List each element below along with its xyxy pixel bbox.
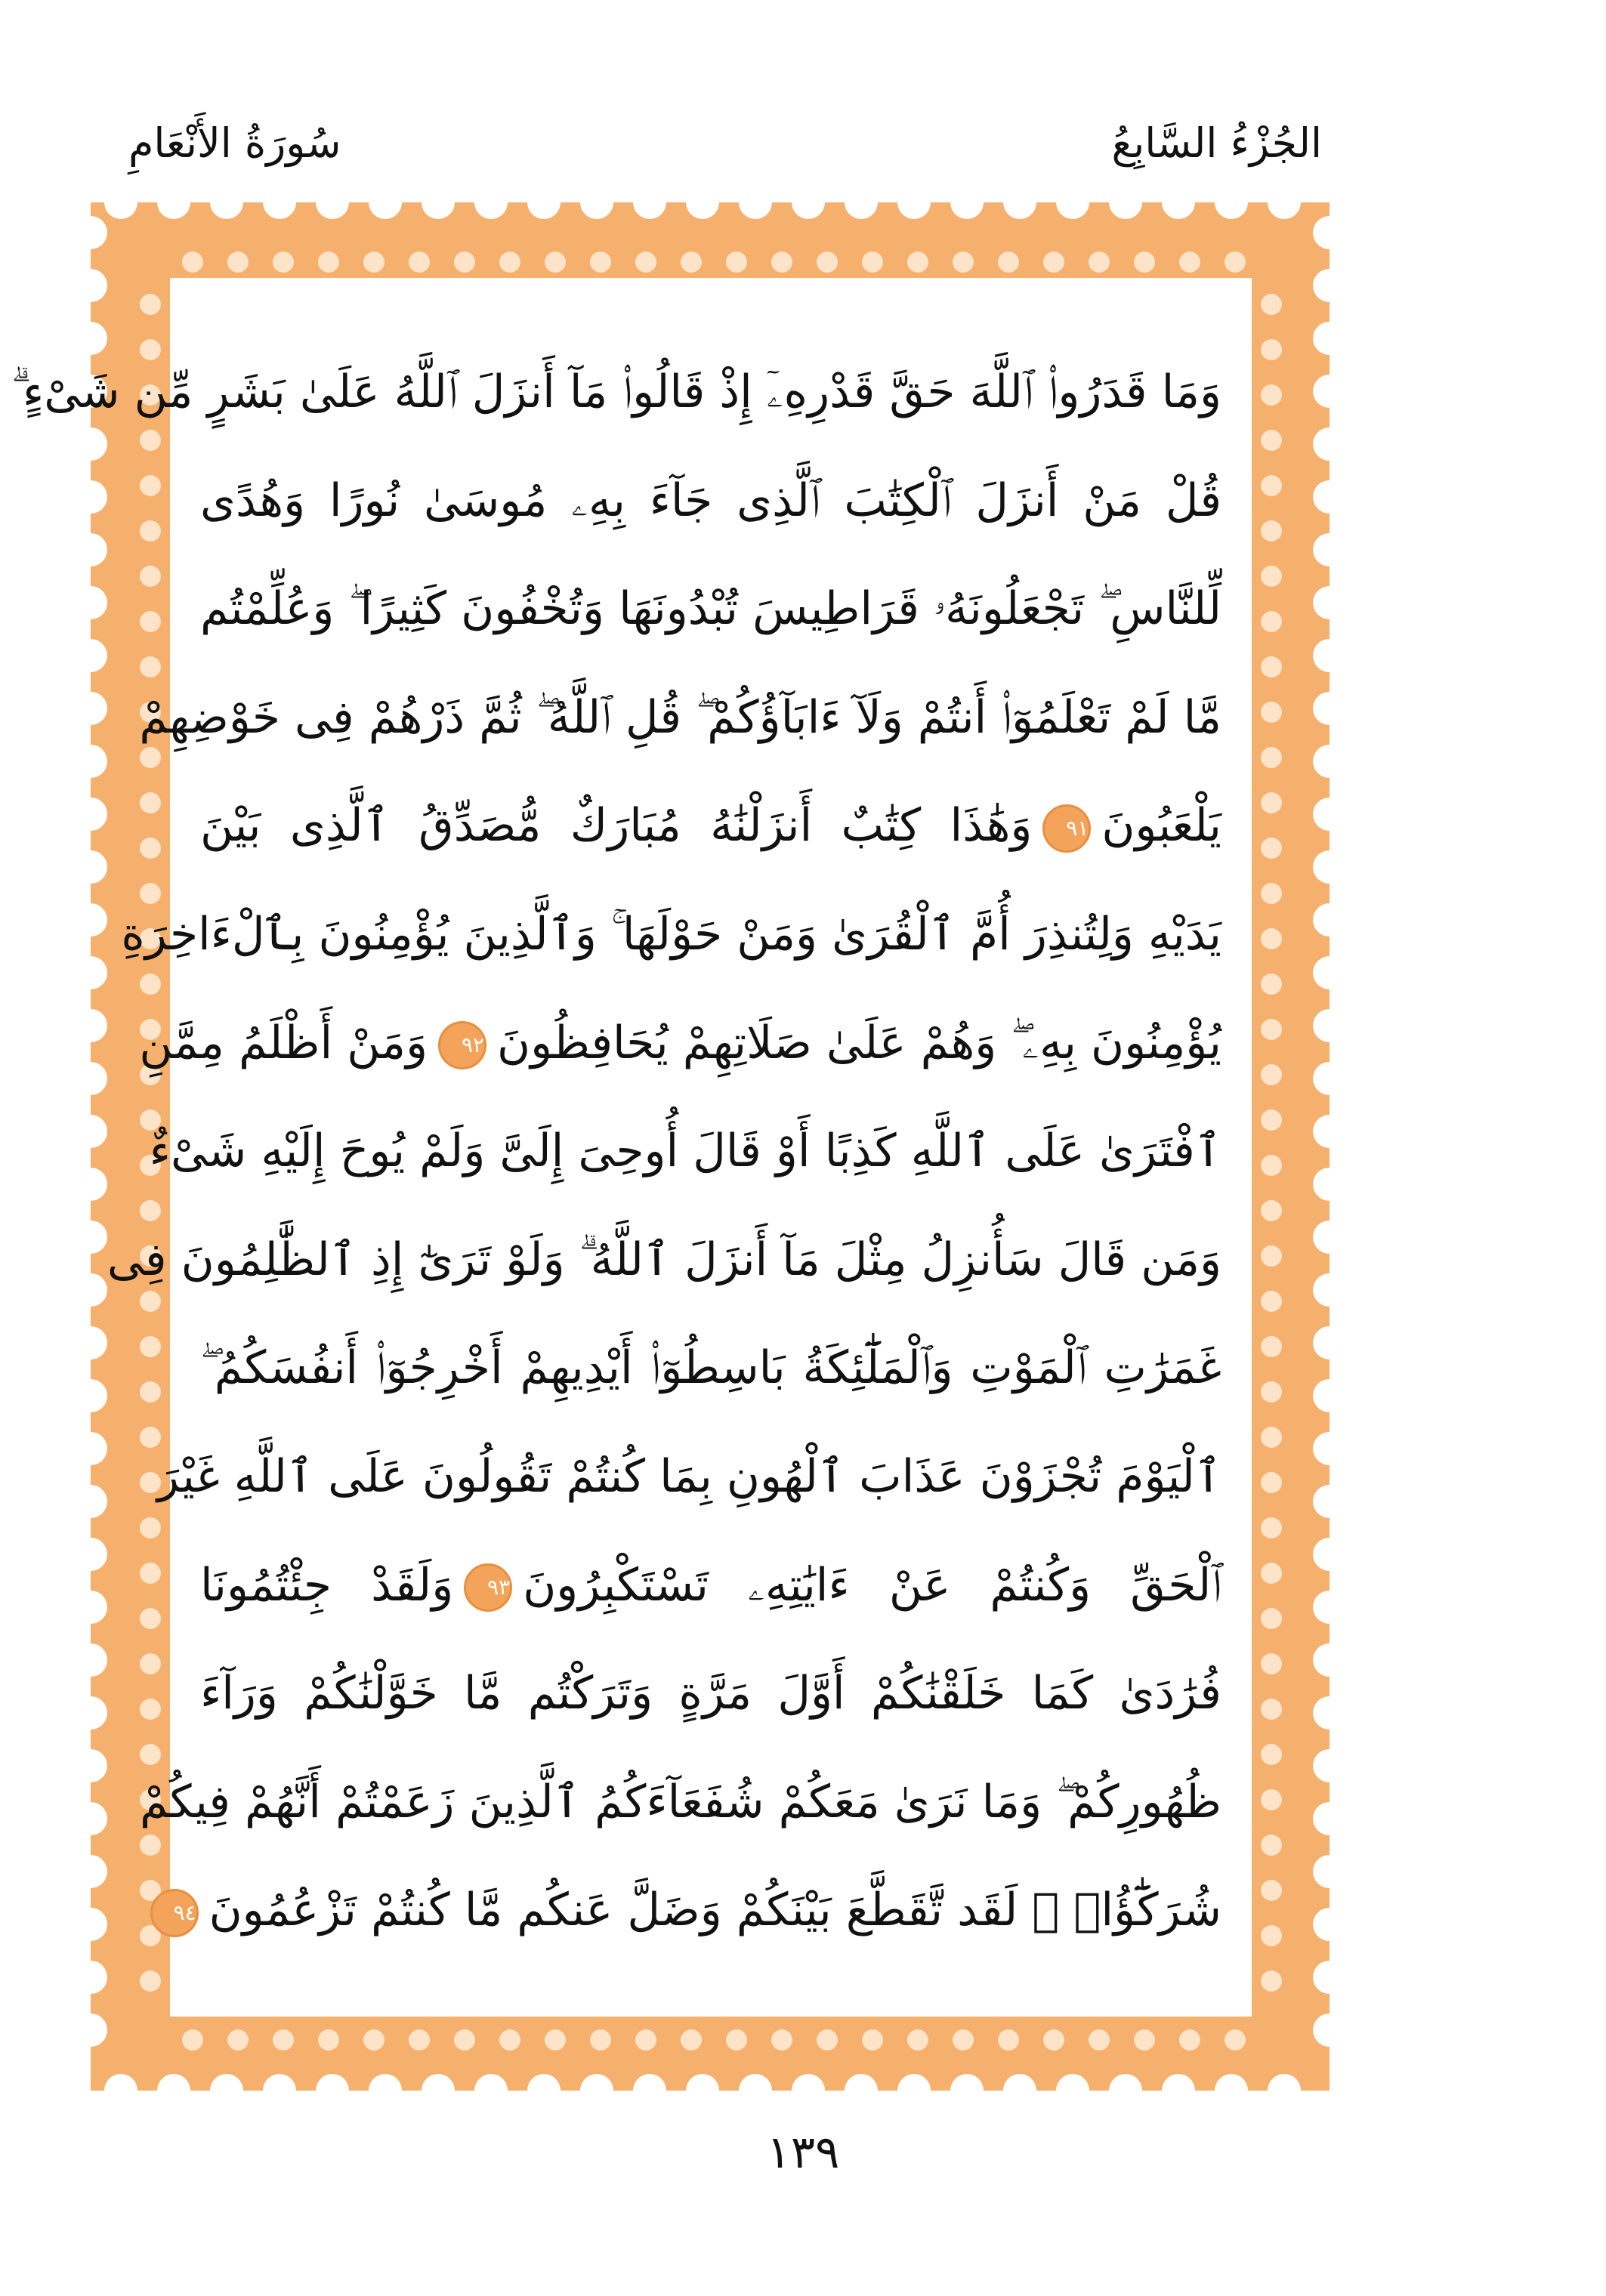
inner-lobe (499, 2029, 520, 2051)
scallop-notch (1313, 480, 1346, 514)
scallop-notch (74, 533, 107, 566)
scallop-notch (1003, 186, 1036, 219)
scallop-notch (792, 2074, 825, 2107)
inner-lobe (1261, 1427, 1282, 1448)
scallop-notch (739, 2074, 772, 2107)
scallop-notch (1109, 2074, 1142, 2107)
verse-line (200, 1532, 1221, 1640)
verse-text: يُؤْمِنُونَ بِهِۦ ۖ وَهُمْ عَلَىٰ صَلَاتِهِمْ يُحَافِظُونَ (497, 1016, 1221, 1069)
surah-title: سُورَةُ الأَنْعَامِ (128, 119, 341, 167)
scallop-notch (74, 1538, 107, 1571)
verse-line (200, 772, 1221, 881)
inner-lobe (998, 252, 1019, 273)
inner-lobe (1261, 1064, 1282, 1085)
inner-lobe (140, 1563, 161, 1584)
inner-lobe (1261, 611, 1282, 632)
scallop-notch (845, 2074, 878, 2107)
scallop-notch (74, 2014, 107, 2047)
scallop-notch (74, 692, 107, 725)
scallop-notch (369, 186, 402, 219)
scallop-notch (686, 2074, 719, 2107)
inner-lobe (1134, 252, 1155, 273)
verse-line: يَدَيْهِ وَلِتُنذِرَ أُمَّ ٱلْقُرَىٰ وَمَنْ حَوْلَهَا ۚ وَٱلَّذِينَ يُؤْمِنُونَ بِٱلْءَاخِرَةِ (121, 907, 1221, 961)
scallop-notch (74, 956, 107, 989)
scallop-notch (1313, 1538, 1346, 1571)
inner-lobe (363, 2029, 385, 2051)
scallop-notch (74, 269, 107, 302)
scallop-notch (1268, 186, 1301, 219)
scallop-notch (1313, 1696, 1346, 1730)
inner-lobe (140, 1970, 161, 1992)
inner-lobe (409, 252, 430, 273)
verse-line: ظُهُورِكُمْ ۖ وَمَا نَرَىٰ مَعَكُمْ شُفَعَآءَكُمُ ٱلَّذِينَ زَعَمْتُمْ أَنَّهُمْ فِيكُمْ (140, 1775, 1221, 1828)
inner-lobe (454, 2029, 475, 2051)
inner-lobe (1261, 792, 1282, 813)
inner-lobe (182, 2029, 203, 2051)
verse-text: وَهَٰذَا كِتَٰبٌ أَنزَلْنَٰهُ مُبَارَكٌ مُّصَدِّقُ ٱلَّذِى بَيْنَ (200, 799, 1033, 853)
ornamental-frame (11, 202, 1330, 2091)
inner-lobe (545, 252, 566, 273)
inner-lobe (140, 1653, 161, 1674)
scallop-notch (210, 2074, 243, 2107)
scallop-notch (74, 903, 107, 937)
scallop-notch (1313, 1009, 1346, 1042)
scallop-notch (1313, 2014, 1346, 2047)
inner-lobe (1261, 1336, 1282, 1357)
inner-lobe (273, 2029, 294, 2051)
scallop-notch (1313, 216, 1346, 249)
inner-lobe (1261, 1381, 1282, 1403)
scallop-notch (1313, 903, 1346, 937)
scallop-notch (1215, 2074, 1248, 2107)
inner-lobe (1261, 656, 1282, 677)
inner-lobe (771, 2029, 792, 2051)
inner-lobe (1261, 294, 1282, 315)
scallop-notch (74, 1168, 107, 1201)
inner-lobe (1261, 1653, 1282, 1674)
scallop-notch (104, 2074, 137, 2107)
scallop-notch (369, 2074, 402, 2107)
inner-lobe (1261, 1517, 1282, 1538)
inner-lobe (363, 252, 385, 273)
inner-lobe (182, 252, 203, 273)
scallop-notch (74, 480, 107, 514)
inner-lobe (227, 2029, 249, 2051)
inner-lobe (454, 252, 475, 273)
scallop-notch (1313, 1961, 1346, 1994)
inner-lobe (1261, 1472, 1282, 1493)
verse-line: قُلْ مَنْ أَنزَلَ ٱلْكِتَٰبَ ٱلَّذِى جَآءَ بِهِۦ مُوسَىٰ نُورًا وَهُدًى (200, 474, 1221, 527)
scallop-notch (474, 2074, 508, 2107)
scallop-notch (74, 1961, 107, 1994)
inner-lobe (1261, 702, 1282, 723)
scallop-notch (527, 2074, 561, 2107)
scallop-notch (792, 186, 825, 219)
verse-text: وَلَقَدْ جِئْتُمُونَا (200, 1558, 454, 1612)
inner-lobe (140, 1608, 161, 1629)
inner-lobe (862, 252, 883, 273)
scallop-notch (1162, 186, 1195, 219)
verse-line (139, 989, 1221, 1098)
inner-lobe (1261, 883, 1282, 904)
scallop-notch (633, 186, 666, 219)
verse-line: وَمَا قَدَرُوا۟ ٱللَّهَ حَقَّ قَدْرِهِۦٓ إِذْ قَالُوا۟ مَآ أَنزَلَ ٱللَّهُ عَلَىٰ بَشَرٍ مِّن شَىْءٍ ۗ (11, 366, 1221, 418)
scallop-notch (1313, 1326, 1346, 1359)
inner-lobe (140, 294, 161, 315)
scallop-notch (74, 1749, 107, 1782)
scallop-notch (74, 1802, 107, 1835)
verse-line: وَمَن قَالَ سَأُنزِلُ مِثْلَ مَآ أَنزَلَ ٱللَّهُ ۗ وَلَوْ تَرَىٰٓ إِذِ ٱلظَّٰلِمُونَ فِى (107, 1233, 1221, 1286)
inner-lobe (1261, 974, 1282, 995)
inner-lobe (499, 252, 520, 273)
scallop-notch (74, 1326, 107, 1359)
inner-lobe (1261, 1200, 1282, 1221)
scallop-notch (74, 1115, 107, 1148)
scallop-notch (74, 1062, 107, 1095)
verse-line: ٱفْتَرَىٰ عَلَى ٱللَّهِ كَذِبًا أَوْ قَالَ أُوحِىَ إِلَىَّ وَلَمْ يُوحَ إِلَيْهِ شَىْءٌ (149, 1125, 1221, 1178)
scallop-notch (74, 1379, 107, 1412)
inner-lobe (635, 2029, 656, 2051)
scallop-notch (897, 186, 931, 219)
scallop-notch (263, 186, 296, 219)
ayah-number-marker: ٩٢ (438, 1021, 486, 1069)
scallop-notch (74, 1855, 107, 1888)
inner-lobe (771, 252, 792, 273)
verse-line: فُرَٰدَىٰ كَمَا خَلَقْنَٰكُمْ أَوَّلَ مَرَّةٍ وَتَرَكْتُم مَّا خَوَّلْنَٰكُمْ وَرَآءَ (200, 1667, 1221, 1720)
inner-lobe (1179, 2029, 1200, 2051)
inner-lobe (1261, 1155, 1282, 1176)
scallop-notch (1313, 1855, 1346, 1888)
scallop-notch (950, 186, 984, 219)
verse-text: شُرَكَٰٓؤُا۟ ۚ لَقَد تَّقَطَّعَ بَيْنَكُمْ وَضَلَّ عَنكُم مَّا كُنتُمْ تَزْعُمُونَ (208, 1884, 1221, 1937)
inner-lobe (1261, 430, 1282, 451)
inner-lobe (635, 252, 656, 273)
inner-lobe (1261, 520, 1282, 542)
inner-lobe (726, 252, 747, 273)
scallop-notch (1313, 956, 1346, 989)
scallop-notch (1313, 533, 1346, 566)
inner-lobe (1261, 475, 1282, 496)
verse-line: ٱلْيَوْمَ تُجْزَوْنَ عَذَابَ ٱلْهُونِ بِمَا كُنتُمْ تَقُولُونَ عَلَى ٱللَّهِ غَيْرَ (156, 1449, 1221, 1503)
scallop-notch (1313, 1168, 1346, 1201)
scallop-notch (633, 2074, 666, 2107)
inner-lobe (227, 252, 249, 273)
inner-lobe (1043, 2029, 1064, 2051)
inner-lobe (1261, 1291, 1282, 1312)
scallop-notch (263, 2074, 296, 2107)
scallop-notch (422, 2074, 455, 2107)
scallop-notch (74, 1643, 107, 1677)
verse-line (173, 1856, 1221, 1965)
inner-lobe (1261, 747, 1282, 768)
scallop-notch (739, 186, 772, 219)
scallop-notch (422, 186, 455, 219)
scallop-notch (1313, 1273, 1346, 1307)
inner-lobe (140, 792, 161, 813)
scallop-notch (580, 2074, 613, 2107)
inner-lobe (273, 252, 294, 273)
scallop-notch (210, 186, 243, 219)
scallop-notch (1313, 1062, 1346, 1095)
scallop-notch (950, 2074, 984, 2107)
scallop-notch (1313, 1643, 1346, 1677)
scallop-notch (1056, 186, 1089, 219)
verse-line: مَّا لَمْ تَعْلَمُوٓا۟ أَنتُمْ وَلَآ ءَابَآؤُكُمْ ۖ قُلِ ٱللَّهُ ۖ ثُمَّ ذَرْهُمْ فِى خَوْضِهِمْ (139, 690, 1221, 744)
scallop-notch (74, 798, 107, 831)
scallop-notch (1313, 1802, 1346, 1835)
scallop-notch (74, 1432, 107, 1465)
inner-lobe (1134, 2029, 1155, 2051)
inner-lobe (1261, 1019, 1282, 1040)
inner-lobe (1225, 2029, 1246, 2051)
inner-lobe (1261, 928, 1282, 949)
scallop-notch (74, 1273, 107, 1307)
inner-lobe (590, 2029, 611, 2051)
scallop-notch (1313, 586, 1346, 619)
inner-lobe (545, 2029, 566, 2051)
inner-lobe (817, 252, 838, 273)
scallop-notch (1215, 186, 1248, 219)
inner-lobe (1261, 1880, 1282, 1901)
scallop-notch (74, 1009, 107, 1042)
inner-lobe (907, 2029, 928, 2051)
scallop-notch (1313, 1221, 1346, 1254)
page-number: ١٣٩ (766, 2126, 840, 2179)
scallop-notch (1313, 1379, 1346, 1412)
scallop-notch (1313, 427, 1346, 461)
inner-lobe (140, 566, 161, 587)
scallop-notch (1313, 269, 1346, 302)
inner-lobe (1179, 252, 1200, 273)
inner-lobe (862, 2029, 883, 2051)
verse-line: لِّلنَّاسِ ۖ تَجْعَلُونَهُۥ قَرَاطِيسَ تُبْدُونَهَا وَتُخْفُونَ كَثِيرًا ۖ وَعُلِّمْتُم (200, 582, 1221, 636)
inner-lobe (953, 252, 974, 273)
scallop-notch (1313, 798, 1346, 831)
scallop-notch (1313, 1115, 1346, 1148)
inner-lobe (1261, 838, 1282, 859)
scallop-notch (1268, 2074, 1301, 2107)
scallop-notch (1313, 639, 1346, 672)
inner-lobe (1043, 252, 1064, 273)
inner-lobe (1261, 1563, 1282, 1584)
scallop-notch (686, 186, 719, 219)
inner-lobe (140, 1699, 161, 1720)
scallop-notch (1313, 1432, 1346, 1465)
inner-lobe (1261, 1699, 1282, 1720)
inner-lobe (953, 2029, 974, 2051)
scallop-notch (74, 850, 107, 884)
scallop-notch (74, 1591, 107, 1624)
verse-lines (11, 338, 1222, 1965)
inner-lobe (1261, 1970, 1282, 1992)
scallop-notch (1313, 850, 1346, 884)
inner-lobe (1089, 252, 1110, 273)
inner-lobe (140, 611, 161, 632)
scallop-notch (74, 745, 107, 778)
inner-lobe (1225, 252, 1246, 273)
scallop-notch (1003, 2074, 1036, 2107)
verse-text: وَمَنْ أَظْلَمُ مِمَّنِ (139, 1016, 428, 1069)
scallop-notch (1313, 1485, 1346, 1518)
inner-lobe (817, 2029, 838, 2051)
inner-lobe (140, 520, 161, 542)
scallop-notch (74, 639, 107, 672)
scallop-notch (74, 1696, 107, 1730)
inner-lobe (318, 252, 339, 273)
inner-lobe (1261, 1744, 1282, 1765)
inner-lobe (681, 252, 702, 273)
inner-lobe (1261, 339, 1282, 360)
scallop-notch (897, 2074, 931, 2107)
inner-lobe (1089, 2029, 1110, 2051)
scallop-notch (316, 2074, 349, 2107)
ayah-number-marker: ٩١ (1042, 804, 1091, 853)
scallop-notch (74, 1908, 107, 1941)
text-panel (11, 278, 1252, 2017)
inner-lobe (1261, 1109, 1282, 1131)
scallop-notch (474, 186, 508, 219)
scallop-notch (527, 186, 561, 219)
juz-title: الجُزْءُ السَّابِعُ (1111, 119, 1322, 167)
inner-lobe (998, 2029, 1019, 2051)
inner-lobe (140, 838, 161, 859)
scallop-notch (1056, 2074, 1089, 2107)
inner-lobe (140, 1336, 161, 1357)
scallop-notch (1313, 322, 1346, 355)
verse-text: يَلْعَبُونَ (1101, 799, 1221, 853)
scallop-notch (104, 186, 137, 219)
scallop-notch (1109, 186, 1142, 219)
inner-lobe (1261, 1608, 1282, 1629)
inner-lobe (590, 252, 611, 273)
inner-lobe (1261, 1245, 1282, 1267)
scallop-notch (1313, 1749, 1346, 1782)
inner-lobe (140, 1381, 161, 1403)
scallop-notch (1313, 745, 1346, 778)
inner-lobe (1261, 1789, 1282, 1810)
verse-text: ٱلْحَقِّ وَكُنتُمْ عَنْ ءَايَٰتِهِۦ تَسْتَكْبِرُونَ (523, 1558, 1222, 1612)
scallop-notch (316, 186, 349, 219)
ayah-number-marker: ٩٣ (464, 1563, 512, 1612)
inner-lobe (1261, 384, 1282, 406)
scallop-notch (74, 1485, 107, 1518)
scallop-notch (580, 186, 613, 219)
scallop-notch (1313, 1908, 1346, 1941)
scallop-notch (845, 186, 878, 219)
inner-lobe (409, 2029, 430, 2051)
inner-lobe (907, 252, 928, 273)
scallop-notch (1162, 2074, 1195, 2107)
scallop-notch (1313, 375, 1346, 408)
inner-lobe (1261, 1835, 1282, 1856)
inner-lobe (140, 475, 161, 496)
ayah-number-marker: ٩٤ (150, 1889, 199, 1937)
inner-lobe (318, 2029, 339, 2051)
scallop-notch (74, 216, 107, 249)
scallop-notch (157, 186, 190, 219)
inner-lobe (1261, 1925, 1282, 1946)
inner-lobe (726, 2029, 747, 2051)
inner-lobe (681, 2029, 702, 2051)
scallop-notch (1313, 1591, 1346, 1624)
scallop-notch (1313, 692, 1346, 725)
scallop-notch (74, 1221, 107, 1254)
scallop-notch (157, 2074, 190, 2107)
inner-lobe (1261, 566, 1282, 587)
page-header (128, 113, 1322, 196)
scallop-notch (74, 586, 107, 619)
verse-line: غَمَرَٰتِ ٱلْمَوْتِ وَٱلْمَلَٰٓئِكَةُ بَاسِطُوٓا۟ أَيْدِيهِمْ أَخْرِجُوٓا۟ أَنفُسَكُمُ ۖ (200, 1341, 1221, 1395)
